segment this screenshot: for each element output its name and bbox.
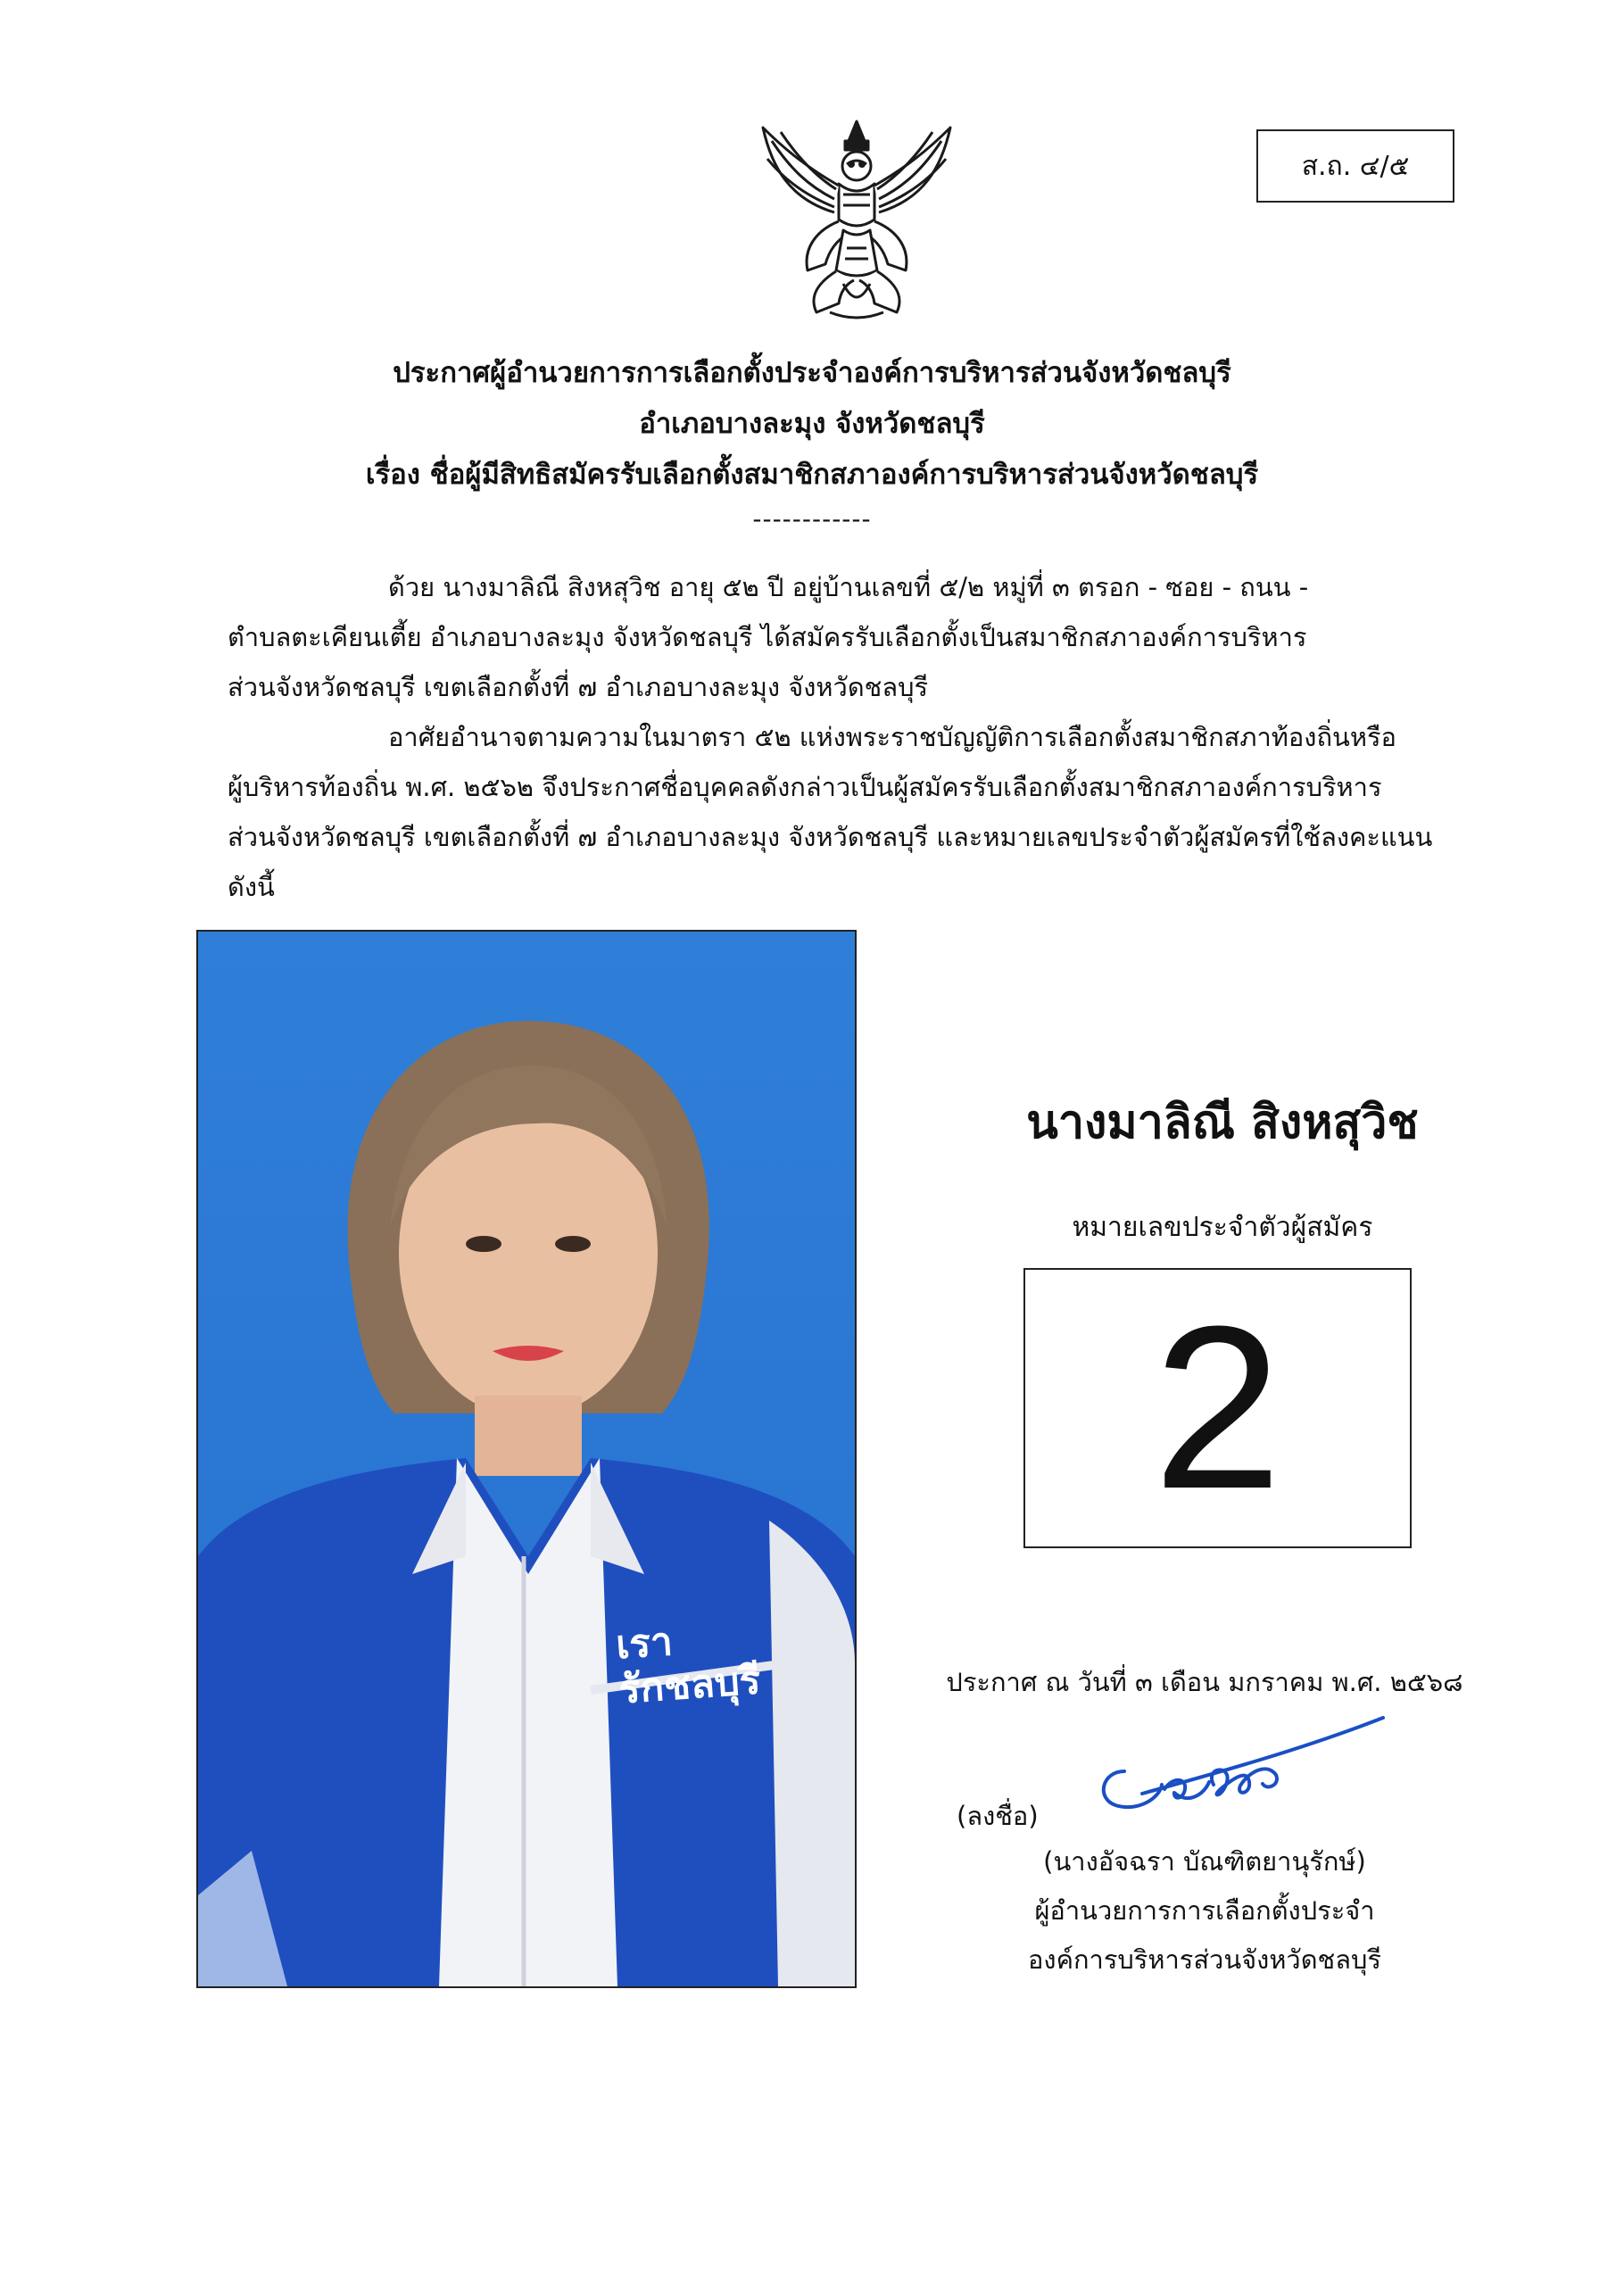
signer-name: (นางอัจฉรา บัณฑิตยานุรักษ์): [1043, 1846, 1366, 1877]
announcement-date: ประกาศ ณ วันที่ ๓ เดือน มกราคม พ.ศ. ๒๕๖๘: [946, 1667, 1463, 1697]
paragraph-2-line: ส่วนจังหวัดชลบุรี เขตเลือกตั้งที่ ๗ อำเภอบางละมุง จังหวัดชลบุรี และหมายเลขประจำตัวผู้สมัครที่ใช้ลงคะแนน: [228, 822, 1433, 852]
announcement-title: ประกาศผู้อำนวยการการเลือกตั้งประจำองค์การบริหารส่วนจังหวัดชลบุรี: [393, 357, 1231, 389]
paragraph-1-line: ด้วย นางมาลิณี สิงหสุวิช อายุ ๕๒ ปี อยู่บ้านเลขที่ ๕/๒ หมู่ที่ ๓ ตรอก - ซอย - ถนน -: [388, 572, 1309, 602]
candidate-number-box: [1023, 1268, 1412, 1548]
jacket-logo-line: รักชลบุรี: [617, 1657, 762, 1713]
paragraph-1-line: ส่วนจังหวัดชลบุรี เขตเลือกตั้งที่ ๗ อำเภอบางละมุง จังหวัดชลบุรี: [228, 672, 929, 702]
candidate-photo: [196, 930, 857, 1988]
announcement-district: อำเภอบางละมุง จังหวัดชลบุรี: [639, 408, 985, 440]
candidate-number: 2: [1153, 1279, 1282, 1538]
form-code-text: ส.ถ. ๔/๕: [1301, 150, 1410, 182]
paragraph-2-line: อาศัยอำนาจตามความในมาตรา ๕๒ แห่งพระราชบัญญัติการเลือกตั้งสมาชิกสภาท้องถิ่นหรือ: [388, 722, 1396, 752]
jacket-logo: [615, 1614, 762, 1713]
paragraph-1-line: ตำบลตะเคียนเตี้ย อำเภอบางละมุง จังหวัดชลบุรี ได้สมัครรับเลือกตั้งเป็นสมาชิกสภาองค์การบริหาร: [228, 622, 1307, 652]
signer-title-line1: ผู้อำนวยการการเลือกตั้งประจำ: [1034, 1895, 1375, 1926]
form-code-box: [1256, 129, 1454, 203]
candidate-portrait: [198, 932, 855, 1986]
signer-title-line2: องค์การบริหารส่วนจังหวัดชลบุรี: [1028, 1944, 1381, 1975]
heading-divider: ------------: [752, 504, 872, 534]
paragraph-2-line: ดังนี้: [228, 872, 275, 902]
paragraph-2: [228, 712, 1495, 912]
paragraph-1: [228, 562, 1495, 712]
signature-label: (ลงชื่อ): [957, 1801, 1039, 1831]
signature-icon: [1089, 1700, 1401, 1834]
jacket-logo-line: เรา: [614, 1619, 675, 1669]
garuda-emblem-icon: [754, 114, 959, 324]
paragraph-2-line: ผู้บริหารท้องถิ่น พ.ศ. ๒๕๖๒ จึงประกาศชื่อบุคคลดังกล่าวเป็นผู้สมัครรับเลือกตั้งสมาชิกสภาองค์การบริหาร: [228, 772, 1382, 802]
candidate-number-caption: หมายเลขประจำตัวผู้สมัคร: [1072, 1212, 1373, 1243]
announcement-subject: เรื่อง ชื่อผู้มีสิทธิสมัครรับเลือกตั้งสมาชิกสภาองค์การบริหารส่วนจังหวัดชลบุรี: [365, 459, 1259, 491]
candidate-name: นางมาลิณี สิงหสุวิช: [1026, 1096, 1419, 1149]
